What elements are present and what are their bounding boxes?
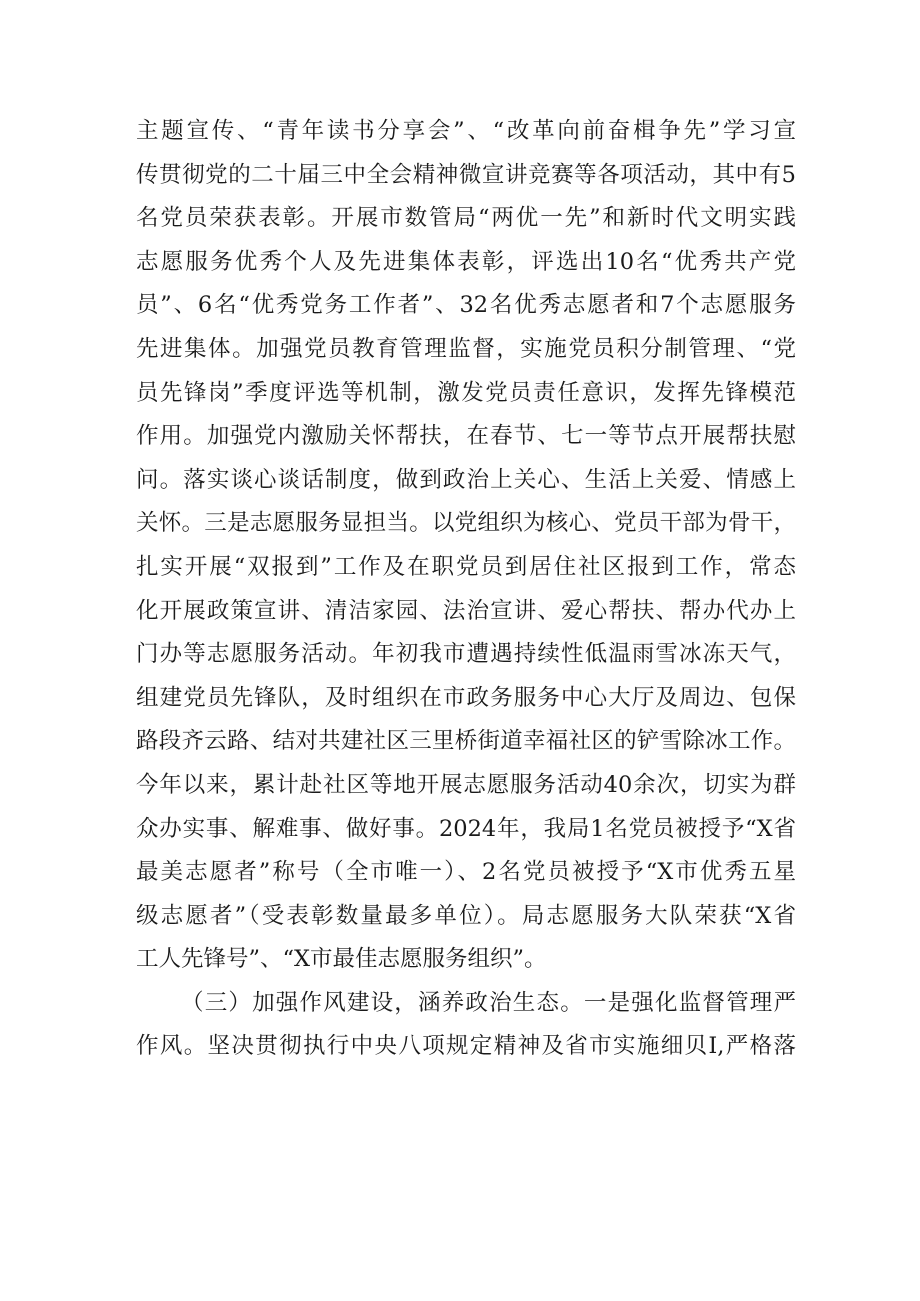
text-line: 组建党员先锋队，及时组织在市政务服务中心大厅及周边、包保: [136, 684, 796, 711]
text-line: 先进集体。加强党员教育管理监督，实施党员积分制管理、“党: [136, 335, 796, 362]
section-heading-line: （三）加强作风建设，涵养政治生态。一是强化监督管理严: [181, 989, 796, 1016]
text-line: 志愿服务优秀个人及先进集体表彰，评选出10名“优秀共产党: [136, 248, 796, 275]
text-line: 扎实开展“双报到”工作及在职党员到居住社区报到工作，常态: [136, 553, 796, 580]
text-line: 最美志愿者”称号（全市唯一）、2名党员被授予“X市优秀五星: [136, 859, 796, 886]
text-line: 今年以来，累计赴社区等地开展志愿服务活动40余次，切实为群: [136, 771, 796, 798]
text-line: 路段齐云路、结对共建社区三里桥街道幸福社区的铲雪除冰工作。: [136, 728, 796, 755]
text-line: 化开展政策宣讲、清洁家园、法治宣讲、爱心帮扶、帮办代办上: [136, 597, 796, 624]
text-line: 员先锋岗”季度评选等机制，激发党员责任意识，发挥先锋模范: [136, 379, 796, 406]
text-line: 众办实事、解难事、做好事。2024年，我局1名党员被授予“X省: [136, 815, 796, 842]
text-line: 作风。坚决贯彻执行中央八项规定精神及省市实施细贝I,严格落: [136, 1033, 796, 1060]
document-body: [136, 110, 796, 1069]
text-line: 关怀。三是志愿服务显担当。以党组织为核心、党员干部为骨干，: [136, 510, 796, 537]
text-line: 级志愿者”（受表彰数量最多单位）。局志愿服务大队荣获“X省: [136, 902, 796, 929]
text-line: 主题宣传、“青年读书分享会”、“改革向前奋楫争先”学习宣: [136, 118, 796, 144]
text-line: 门办等志愿服务活动。年初我市遭遇持续性低温雨雪冰冻天气，: [136, 641, 796, 668]
text-line: 作用。加强党内激励关怀帮扶，在春节、七一等节点开展帮扶慰: [136, 423, 796, 450]
text-line: 工人先锋号”、“X市最佳志愿服务组织”。: [136, 946, 547, 973]
text-line: 问。落实谈心谈话制度，做到政治上关心、生活上关爱、情感上: [136, 466, 796, 493]
text-line: 员”、6名“优秀党务工作者”、32名优秀志愿者和7个志愿服务: [136, 292, 796, 319]
text-line: 名党员荣获表彰。开展市数管局“两优一先”和新时代文明实践: [136, 205, 796, 232]
text-line: 传贯彻党的二十届三中全会精神微宣讲竞赛等各项活动，其中有5: [136, 161, 796, 188]
